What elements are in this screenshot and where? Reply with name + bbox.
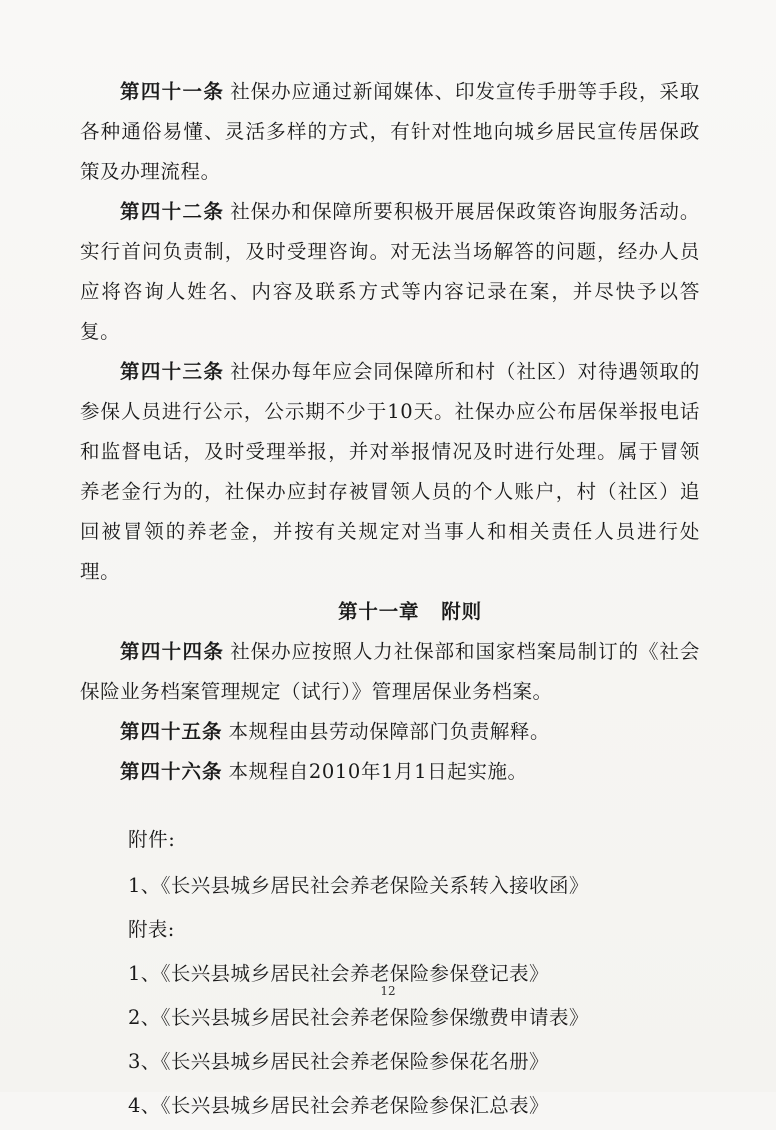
article-text: 本规程由县劳动保障部门负责解释。: [228, 720, 551, 743]
article-text: 社保办每年应会同保障所和村（社区）对待遇领取的参保人员进行公示，公示期不少于10天。社保办应公布居保举报电话和监督电话，及时受理举报，并对举报情况及时进行处理。属于冒领养老金行为的，社保办应封存被冒领人员的个人账户，村（社区）追回被冒领的养老金，并按有关规定对当事人和相关责任人员进行处理。: [80, 360, 700, 583]
article-43: [80, 352, 700, 592]
tables-label: 附表:: [128, 918, 175, 941]
article-42: [80, 192, 700, 352]
chapter-title: 附则: [441, 600, 482, 623]
article-number: 第四十五条: [120, 720, 223, 743]
article-text: 社保办和保障所要积极开展居保政策咨询服务活动。实行首问负责制，及时受理咨询。对无法当场解答的问题，经办人员应将咨询人姓名、内容及联系方式等内容记录在案，并尽快予以答复。: [80, 200, 700, 343]
article-44: [80, 632, 700, 712]
article-number: 第四十二条: [120, 200, 225, 223]
table-item: 3、《长兴县城乡居民社会养老保险参保花名册》: [128, 1050, 549, 1073]
page-number: 12: [380, 984, 396, 998]
article-46: [80, 752, 700, 792]
article-number: 第四十一条: [120, 80, 225, 103]
article-number: 第四十三条: [120, 360, 225, 383]
article-41: [80, 72, 700, 192]
article-45: [80, 712, 700, 752]
article-text: 社保办应通过新闻媒体、印发宣传手册等手段，采取各种通俗易懂、灵活多样的方式，有针对性地向城乡居民宣传居保政策及办理流程。: [80, 80, 700, 183]
chapter-number: 第十一章: [338, 600, 420, 623]
article-number: 第四十四条: [120, 640, 225, 663]
table-item: 1、《长兴县城乡居民社会养老保险参保登记表》: [128, 962, 549, 985]
attachments-label: 附件:: [128, 828, 176, 851]
attachment-item: 1、《长兴县城乡居民社会养老保险关系转入接收函》: [128, 874, 589, 897]
article-text: 本规程自2010年1月1日起实施。: [228, 760, 528, 783]
table-item: 4、《长兴县城乡居民社会养老保险参保汇总表》: [128, 1094, 549, 1117]
article-number: 第四十六条: [120, 760, 223, 783]
document-body: [80, 72, 700, 1130]
table-item: 2、《长兴县城乡居民社会养老保险参保缴费申请表》: [128, 1006, 589, 1029]
article-text: 社保办应按照人力社保部和国家档案局制订的《社会保险业务档案管理规定（试行）》管理居保业务档案。: [80, 640, 700, 703]
chapter-heading: [80, 592, 700, 632]
